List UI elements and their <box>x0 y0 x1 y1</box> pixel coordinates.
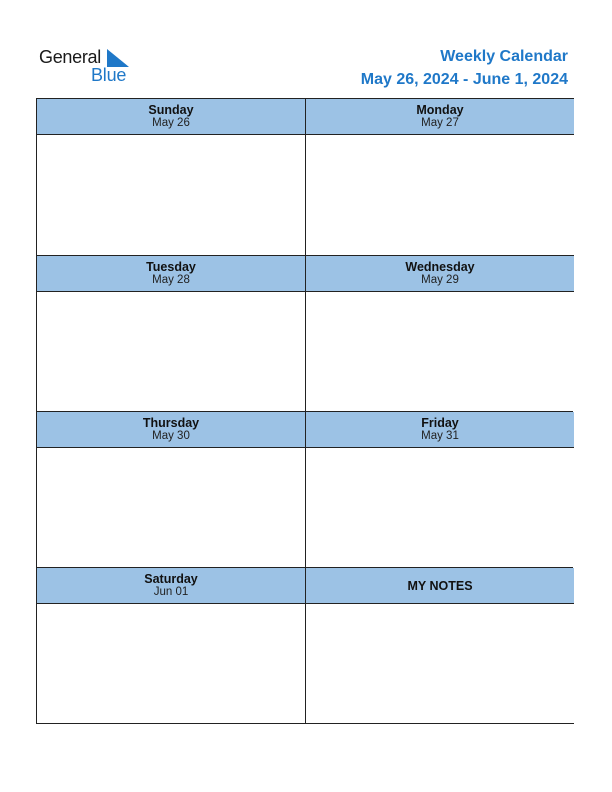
day-cell-sunday <box>37 99 305 255</box>
day-name: Saturday <box>144 572 198 586</box>
day-name: Wednesday <box>405 260 475 274</box>
day-header <box>306 412 574 448</box>
calendar-title-block <box>361 46 568 91</box>
day-cell-tuesday <box>37 256 305 412</box>
general-blue-logo <box>39 46 139 86</box>
day-cell-friday <box>306 412 574 568</box>
day-writing-area[interactable] <box>306 135 574 255</box>
day-date: May 29 <box>421 274 459 286</box>
day-writing-area[interactable] <box>37 292 305 412</box>
notes-title: MY NOTES <box>407 579 473 593</box>
logo-word-blue: Blue <box>91 65 127 85</box>
day-name: Monday <box>416 103 464 117</box>
day-writing-area[interactable] <box>37 135 305 255</box>
day-cell-wednesday <box>306 256 574 412</box>
day-writing-area[interactable] <box>306 292 574 412</box>
day-name: Friday <box>421 416 459 430</box>
calendar-date-range: May 26, 2024 - June 1, 2024 <box>360 71 568 88</box>
logo-word-general: General <box>39 47 101 67</box>
day-date: Jun 01 <box>153 586 189 598</box>
day-cell-saturday <box>37 568 305 723</box>
day-date: May 26 <box>152 117 190 129</box>
day-cell-thursday <box>37 412 305 568</box>
day-header <box>37 412 305 448</box>
column-divider <box>305 99 306 723</box>
day-writing-area[interactable] <box>37 448 305 568</box>
day-name: Tuesday <box>146 260 196 274</box>
notes-writing-area[interactable] <box>306 604 574 723</box>
day-writing-area[interactable] <box>306 448 574 568</box>
day-header <box>37 99 305 135</box>
day-header <box>37 568 305 604</box>
day-header <box>306 99 574 135</box>
notes-header <box>306 568 574 604</box>
day-header <box>306 256 574 292</box>
day-name: Thursday <box>142 416 200 430</box>
day-date: May 31 <box>421 430 459 442</box>
day-writing-area[interactable] <box>37 604 305 723</box>
day-header <box>37 256 305 292</box>
day-date: May 27 <box>421 117 459 129</box>
day-date: May 30 <box>152 430 190 442</box>
weekly-calendar-grid <box>36 98 574 724</box>
notes-cell <box>306 568 574 723</box>
day-cell-monday <box>306 99 574 255</box>
calendar-title: Weekly Calendar <box>440 48 568 65</box>
day-date: May 28 <box>152 274 190 286</box>
day-name: Sunday <box>148 103 194 117</box>
